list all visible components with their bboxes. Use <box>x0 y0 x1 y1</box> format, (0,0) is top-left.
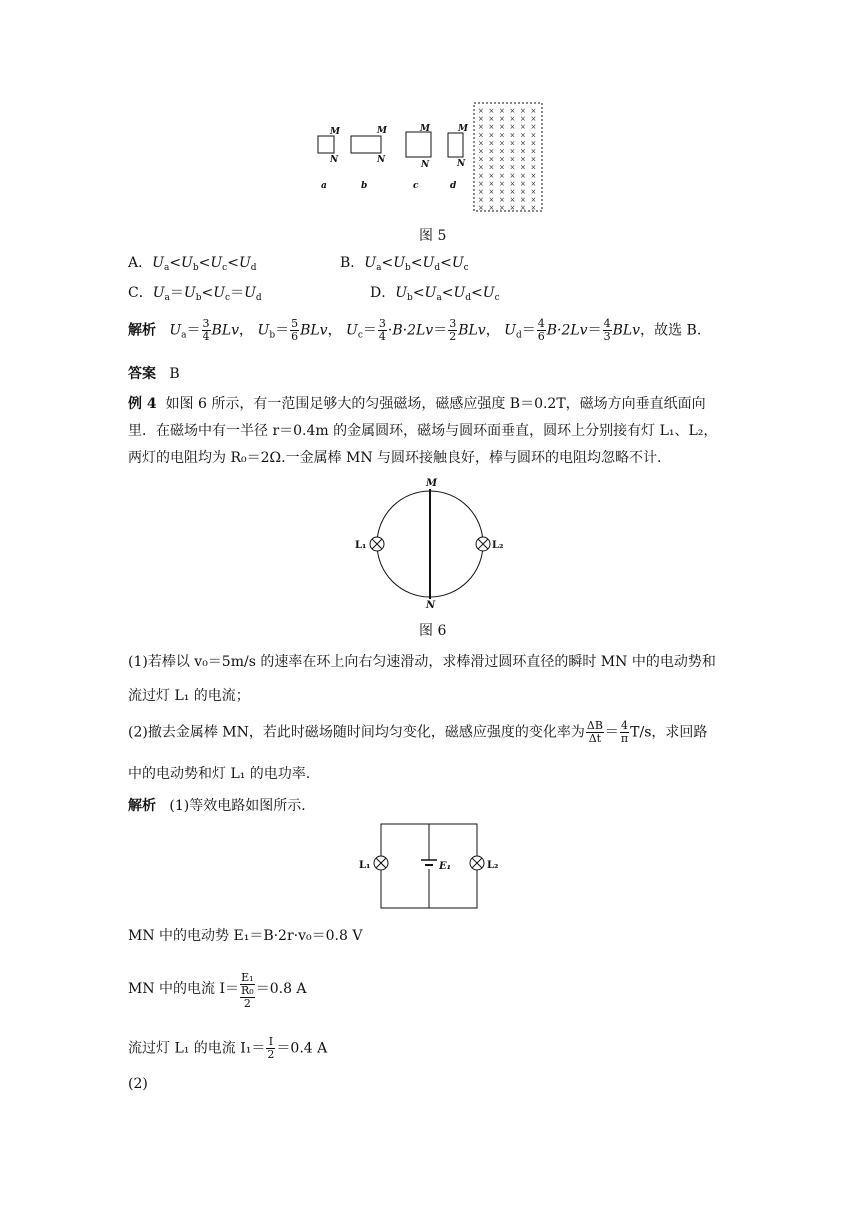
field-cross-mark: × <box>520 171 526 180</box>
field-cross-mark: × <box>488 179 495 188</box>
field-cross-mark: × <box>478 115 484 124</box>
field-cross-mark: × <box>488 171 495 180</box>
loop-b <box>351 136 381 153</box>
label-m-c: M <box>420 124 430 134</box>
label-m-a: M <box>330 127 340 137</box>
field-cross-mark: × <box>499 163 505 172</box>
analysis-heading: 解析 <box>128 322 156 339</box>
field-cross-mark: × <box>499 196 505 205</box>
field-cross-mark: × <box>488 107 495 115</box>
field-cross-mark: × <box>520 131 526 140</box>
option-a: A．$U_a<U_b<U_c<U_d$ <box>128 255 257 273</box>
option-c: C．$U_a=U_b<U_c=U_d$ <box>128 285 262 303</box>
sublabel-b: b <box>361 181 368 191</box>
result-l1-current: 流过灯 L₁ 的电流 I₁＝ $\frac{I}{2}$ ＝0.4 A <box>128 1035 328 1061</box>
field-cross-mark: × <box>499 107 505 115</box>
label-m-d: M <box>458 124 468 134</box>
analysis-2: 解析 (1)等效电路如图所示. <box>128 798 306 814</box>
label-l2: L₂ <box>487 860 499 871</box>
field-cross-mark: × <box>509 139 516 148</box>
field-cross-mark: × <box>499 171 505 180</box>
field-cross-mark: × <box>478 179 484 188</box>
field-cross-mark: × <box>488 147 495 156</box>
field-cross-mark: × <box>499 139 505 148</box>
label-l2: L₂ <box>492 540 504 551</box>
label-l1: L₁ <box>355 540 367 551</box>
figure-5 <box>300 96 560 220</box>
field-crosses <box>478 107 536 212</box>
label-m-b: M <box>377 126 387 136</box>
lamp-l2-icon <box>476 537 490 551</box>
field-cross-mark: × <box>530 163 537 172</box>
field-cross-mark: × <box>530 155 537 164</box>
field-cross-mark: × <box>509 123 516 132</box>
field-cross-mark: × <box>478 155 484 164</box>
field-cross-mark: × <box>478 196 484 205</box>
label-n-b: N <box>377 155 386 165</box>
field-cross-mark: × <box>499 131 505 140</box>
figure-6 <box>350 474 510 614</box>
field-cross-mark: × <box>530 115 537 124</box>
field-cross-mark: × <box>478 204 484 213</box>
field-cross-mark: × <box>520 107 526 115</box>
field-cross-mark: × <box>530 123 537 132</box>
field-cross-mark: × <box>488 131 495 140</box>
loop-c <box>406 132 431 157</box>
field-cross-mark: × <box>509 163 516 172</box>
field-cross-mark: × <box>509 131 516 140</box>
field-cross-mark: × <box>488 204 495 213</box>
field-cross-mark: × <box>520 179 526 188</box>
analysis-1: 解析 $U_a=$ $\frac{3}{4}$ BLv， $U_b=$ $\frac{5}{6}$ BLv， $U_c=$ $\frac{3}{4}$ ·B·2Lv＝ $\frac{3}{2}$ BLv， $U_d=$ $\frac{4}{6}$ B·2Lv＝ $\frac{4}{3}$ BLv，故选 B. <box>128 317 702 343</box>
field-cross-mark: × <box>499 123 505 132</box>
example-4-line-3: 两灯的电阻均为 R₀＝2Ω.一金属棒 MN 与圆环接触良好，棒与圆环的电阻均忽略不计. <box>128 450 662 466</box>
field-cross-mark: × <box>488 155 495 164</box>
field-cross-mark: × <box>478 139 484 148</box>
loop-a <box>318 136 334 153</box>
question-2-line-2: 中的电动势和灯 L₁ 的电功率. <box>128 766 311 782</box>
field-cross-mark: × <box>488 196 495 205</box>
field-cross-mark: × <box>530 204 537 213</box>
field-cross-mark: × <box>499 155 505 164</box>
field-cross-mark: × <box>520 155 526 164</box>
field-cross-mark: × <box>488 188 495 196</box>
field-cross-mark: × <box>499 188 505 196</box>
equivalent-circuit <box>355 820 515 912</box>
field-cross-mark: × <box>520 204 526 213</box>
field-cross-mark: × <box>478 107 484 115</box>
field-cross-mark: × <box>499 179 505 188</box>
field-cross-mark: × <box>509 196 516 205</box>
label-e1: E₁ <box>439 861 452 872</box>
field-cross-mark: × <box>530 188 537 196</box>
field-cross-mark: × <box>530 179 537 188</box>
field-cross-mark: × <box>488 139 495 148</box>
field-cross-mark: × <box>509 115 516 124</box>
result-current: MN 中的电流 I＝ E₁ R₀ 2 ＝0.8 A <box>128 971 307 1010</box>
field-cross-mark: × <box>520 139 526 148</box>
field-cross-mark: × <box>509 107 516 115</box>
figure-5-caption: 图 5 <box>419 228 447 244</box>
label-n-a: N <box>330 155 339 165</box>
field-cross-mark: × <box>530 196 537 205</box>
field-cross-mark: × <box>488 163 495 172</box>
field-cross-mark: × <box>509 188 516 196</box>
field-cross-mark: × <box>530 171 537 180</box>
field-cross-mark: × <box>509 204 516 213</box>
question-2-line-1: (2)撤去金属棒 MN，若此时磁场随时间均匀变化，磁感应强度的变化率为 $\frac{\Delta B}{\Delta t}$ ＝ $\frac{4}{\pi}$ T/s，求回路 <box>128 719 708 745</box>
field-cross-mark: × <box>520 188 526 196</box>
field-cross-mark: × <box>478 147 484 156</box>
field-cross-mark: × <box>478 188 484 196</box>
option-d: D．$U_b<U_a<U_d<U_c$ <box>370 285 500 303</box>
lamp-l1-icon <box>370 537 384 551</box>
field-cross-mark: × <box>478 123 484 132</box>
label-n-c: N <box>421 160 430 170</box>
field-cross-mark: × <box>509 171 516 180</box>
field-cross-mark: × <box>530 139 537 148</box>
field-cross-mark: × <box>530 147 537 156</box>
label-l1: L₁ <box>359 860 371 871</box>
field-cross-mark: × <box>530 131 537 140</box>
question-1-line-2: 流过灯 L₁ 的电流； <box>128 688 250 704</box>
figure-6-caption: 图 6 <box>419 623 447 639</box>
answer <box>128 364 180 384</box>
loop-d <box>448 133 463 157</box>
label-m: M <box>426 478 438 489</box>
label-n-d: N <box>457 159 466 169</box>
part-2-label: (2) <box>128 1076 148 1092</box>
label-n: N <box>426 600 436 611</box>
field-cross-mark: × <box>520 196 526 205</box>
question-1-line-1: (1)若棒以 v₀＝5m/s 的速率在环上向右匀速滑动，求棒滑过圆环直径的瞬时 MN 中的电动势和 <box>128 654 716 670</box>
sublabel-c: c <box>413 181 419 191</box>
field-cross-mark: × <box>488 115 495 124</box>
field-cross-mark: × <box>499 115 505 124</box>
field-cross-mark: × <box>520 163 526 172</box>
field-cross-mark: × <box>520 115 526 124</box>
answer-heading: 答案 <box>128 366 156 382</box>
field-cross-mark: × <box>488 123 495 132</box>
example-heading: 例 4 <box>128 396 157 412</box>
answer-value: B <box>169 366 180 382</box>
field-cross-mark: × <box>478 131 484 140</box>
field-cross-mark: × <box>499 147 505 156</box>
analysis-heading: 解析 <box>128 798 156 814</box>
lamp-l2-icon <box>470 856 484 870</box>
field-cross-mark: × <box>499 204 505 213</box>
field-cross-mark: × <box>520 123 526 132</box>
sublabel-a: a <box>321 181 327 191</box>
example-4-line-1: 例 4 如图 6 所示，有一范围足够大的匀强磁场，磁感应强度 B＝0.2T，磁场方向垂直纸面向 <box>128 396 706 412</box>
lamp-l1-icon <box>374 856 388 870</box>
option-b: B．$U_a<U_b<U_d<U_c$ <box>340 255 469 273</box>
field-cross-mark: × <box>509 179 516 188</box>
field-cross-mark: × <box>530 107 537 115</box>
example-4-line-2: 里．在磁场中有一半径 r＝0.4m 的金属圆环，磁场与圆环面垂直，圆环上分别接有灯 L₁、L₂， <box>128 423 718 439</box>
field-cross-mark: × <box>478 163 484 172</box>
field-cross-mark: × <box>478 171 484 180</box>
result-emf: MN 中的电动势 E₁＝B·2r·v₀＝0.8 V <box>128 928 363 944</box>
field-cross-mark: × <box>509 147 516 156</box>
field-cross-mark: × <box>520 147 526 156</box>
field-cross-mark: × <box>509 155 516 164</box>
sublabel-d: d <box>450 181 457 191</box>
